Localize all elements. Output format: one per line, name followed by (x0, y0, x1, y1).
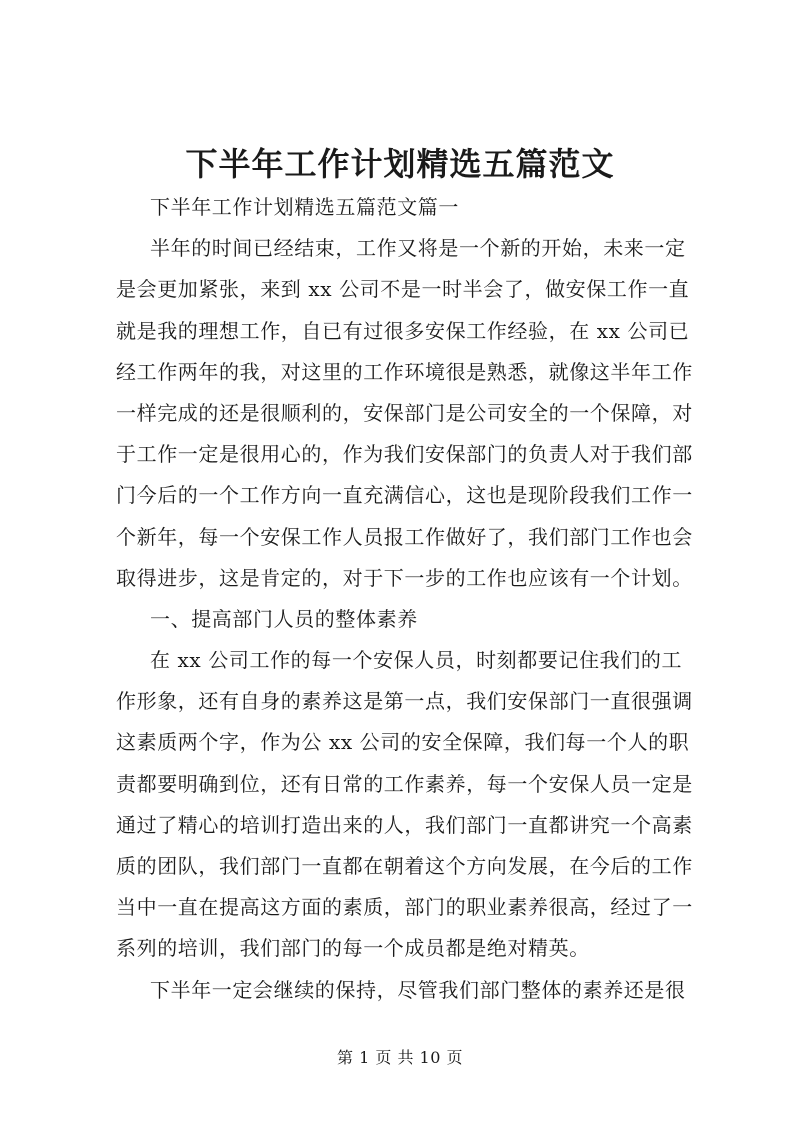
document-title: 下半年工作计划精选五篇范文 (185, 145, 615, 183)
paragraph-line: 就是我的理想工作，自已有过很多安保工作经验，在 xx 公司已 (116, 318, 690, 343)
paragraph-line: 是会更加紧张，来到 xx 公司不是一时半会了，做安保工作一直 (116, 277, 690, 302)
paragraph-line: 下半年一定会继续的保持，尽管我们部门整体的素养还是很 (150, 977, 686, 1002)
paragraph-line: 个新年，每一个安保工作人员报工作做好了，我们部门工作也会 (116, 524, 693, 549)
paragraph-line: 取得进步，这是肯定的，对于下一步的工作也应该有一个计划。 (116, 565, 693, 590)
paragraph-line: 在 xx 公司工作的每一个安保人员，时刻都要记住我们的工 (150, 648, 683, 673)
subsection-heading: 一、提高部门人员的整体素养 (150, 606, 418, 631)
paragraph-line: 通过了精心的培训打造出来的人，我们部门一直都讲究一个高素 (116, 812, 693, 837)
paragraph-line: 作形象，还有自身的素养这是第一点，我们安保部门一直很强调 (116, 689, 693, 714)
paragraph-line: 当中一直在提高这方面的素质，部门的职业素养很高，经过了一 (116, 895, 693, 920)
paragraph-line: 门今后的一个工作方向一直充满信心，这也是现阶段我们工作一 (116, 483, 693, 508)
paragraph-line: 责都要明确到位，还有日常的工作素养，每一个安保人员一定是 (116, 771, 693, 796)
page-footer: 第 1 页 共 10 页 (337, 1048, 463, 1067)
paragraph-line: 半年的时间已经结束，工作又将是一个新的开始，未来一定 (150, 236, 686, 261)
paragraph-line: 系列的培训，我们部门的每一个成员都是绝对精英。 (116, 936, 590, 961)
section-heading: 下半年工作计划精选五篇范文篇一 (150, 195, 459, 219)
paragraph-line: 质的团队，我们部门一直都在朝着这个方向发展，在今后的工作 (116, 854, 693, 878)
paragraph-line: 这素质两个字，作为公 xx 公司的安全保障，我们每一个人的职 (116, 730, 690, 755)
paragraph-line: 于工作一定是很用心的，作为我们安保部门的负责人对于我们部 (116, 442, 693, 467)
paragraph-line: 一样完成的还是很顺利的，安保部门是公司安全的一个保障，对 (116, 400, 693, 425)
paragraph-line: 经工作两年的我，对这里的工作环境很是熟悉，就像这半年工作 (116, 359, 693, 384)
document-body (116, 187, 714, 1011)
